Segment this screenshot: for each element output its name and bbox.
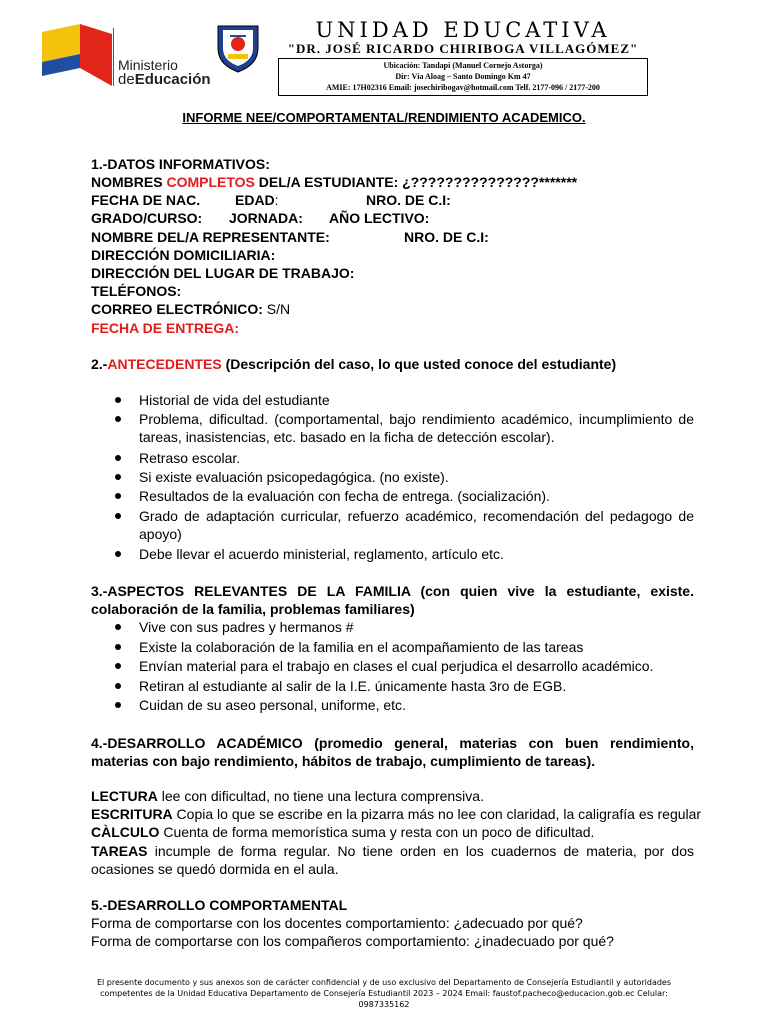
grade-field: GRADO/CURSO: xyxy=(91,210,203,226)
ministry-name-bold: Educación xyxy=(134,71,211,88)
section4-heading: 4.-DESARROLLO ACADÉMICO (promedio general, materias con buen rendimiento, materias con bajo rendimiento, hábitos de trabajo, cumplimiento de tareas). xyxy=(91,735,694,769)
representative-field: NOMBRE DEL/A REPRESENTANTE: xyxy=(91,229,330,245)
phones-field: TELÉFONOS: xyxy=(91,283,182,299)
section1-heading: 1.-DATOS INFORMATIVOS: xyxy=(91,156,270,172)
bullet-icon xyxy=(115,474,121,480)
list-item: Existe la colaboración de la familia en el acompañamiento de las tareas xyxy=(139,639,584,655)
school-subtitle: "DR. JOSÉ RICARDO CHIRIBOGA VILLAGÓMEZ" xyxy=(287,41,639,56)
representative-id-field: NRO. DE C.I: xyxy=(404,229,489,245)
list-item: Vive con sus padres y hermanos # xyxy=(139,619,354,635)
work-address-field: DIRECCIÓN DEL LUGAR DE TRABAJO: xyxy=(91,265,355,281)
section3-heading: 3.-ASPECTOS RELEVANTES DE LA FAMILIA (con quien vive la estudiante, existe. colaboración de la familia, problemas familiares) xyxy=(91,583,694,617)
bullet-icon xyxy=(115,397,121,403)
birth-date-field: FECHA DE NAC. xyxy=(91,192,201,208)
list-item: Grado de adaptación curricular, refuerzo académico, recomendación del pedagogo de apoyo) xyxy=(139,508,694,542)
peers-behavior-line: Forma de comportarse con los compañeros comportamiento: ¿inadecuado por qué? xyxy=(91,933,614,949)
footer-line3: 0987335162 xyxy=(358,1000,410,1009)
school-address: Dir: Vía Aloag – Santo Domingo Km 47 xyxy=(395,72,531,81)
list-item: Retiran al estudiante al salir de la I.E. únicamente hasta 3ro de EGB. xyxy=(139,678,567,694)
reading-row: LECTURA lee con dificultad, no tiene una lectura comprensiva. xyxy=(91,788,484,804)
teachers-behavior-line: Forma de comportarse con los docentes comportamiento: ¿adecuado por qué? xyxy=(91,915,583,931)
writing-row: ESCRITURA Copia lo que se escribe en la pizarra más no lee con claridad, la caligrafía es regular xyxy=(91,806,702,822)
list-item: Envían material para el trabajo en clases el cual perjudica el desarrollo académico. xyxy=(139,658,654,674)
bullet-icon xyxy=(115,702,121,708)
bullet-icon xyxy=(115,455,121,461)
footer-line1: El presente documento y sus anexos son de carácter confidencial y de uso exclusivo del Departamento de Consejería Estudiantil y autoridades xyxy=(96,978,672,987)
ministry-flag-logo xyxy=(40,24,112,86)
school-location: Ubicación: Tandapi (Manuel Cornejo Astorga) xyxy=(383,61,543,70)
document-title: INFORME NEE/COMPORTAMENTAL/RENDIMIENTO ACADEMICO. xyxy=(182,110,586,125)
list-item: Debe llevar el acuerdo ministerial, reglamento, artículo etc. xyxy=(139,546,504,562)
ministry-name-line2: deEducación xyxy=(118,71,211,88)
school-year-field: AÑO LECTIVO: xyxy=(329,210,430,226)
bullet-icon xyxy=(115,663,121,669)
email-field: CORREO ELECTRÓNICO: S/N xyxy=(91,301,291,317)
age-field: EDAD: xyxy=(235,192,279,208)
list-item: Si existe evaluación psicopedagógica. (no existe). xyxy=(139,469,449,485)
list-item: Cuidan de su aseo personal, uniforme, etc. xyxy=(139,697,406,713)
school-contact: AMIE: 17H02316 Email: josechiribogav@hotmail.com Telf. 2177-096 / 2177-200 xyxy=(326,83,600,92)
bullet-icon xyxy=(115,683,121,689)
section2-heading: 2.-ANTECEDENTES (Descripción del caso, lo que usted conoce del estudiante) xyxy=(91,356,617,372)
bullet-icon xyxy=(115,493,121,499)
bullet-icon xyxy=(115,513,121,519)
list-item: Resultados de la evaluación con fecha de entrega. (socialización). xyxy=(139,488,550,504)
home-address-field: DIRECCIÓN DOMICILIARIA: xyxy=(91,247,276,263)
homework-row: TAREAS incumple de forma regular. No tiene orden en los cuadernos de materia, por dos ocasiones se quedó dormida en el aula. xyxy=(91,843,694,877)
bullet-icon xyxy=(115,644,121,650)
bullet-icon xyxy=(115,551,121,557)
list-item: Problema, dificultad. (comportamental, bajo rendimiento académico, incumplimiento de tareas, inasistencias, etc. basado en la ficha de detección escolar). xyxy=(139,411,694,445)
school-name: UNIDAD EDUCATIVA xyxy=(315,18,611,42)
delivery-date-field: FECHA DE ENTREGA: xyxy=(91,320,240,336)
ministry-name-line1: Ministerio xyxy=(118,57,178,73)
shift-field: JORNADA: xyxy=(229,210,303,226)
school-crest-icon xyxy=(212,22,264,74)
bullet-icon xyxy=(115,416,121,422)
section5-heading: 5.-DESARROLLO COMPORTAMENTAL xyxy=(91,897,348,913)
id-number-field: NRO. DE C.I: xyxy=(366,192,451,208)
school-info-box xyxy=(278,58,648,96)
confidentiality-footer xyxy=(60,977,708,1010)
names-highlight: COMPLETOS xyxy=(166,174,255,190)
student-names-field: NOMBRES COMPLETOS DEL/A ESTUDIANTE: ¿???????????????******* xyxy=(91,174,578,190)
list-item: Retraso escolar. xyxy=(139,450,241,466)
footer-line2: competentes de la Unidad Educativa Departamento de Consejería Estudiantil 2023 – 2024 Email: faustof.pacheco@educacion.gob.ec Celular: xyxy=(100,989,668,998)
bullet-icon xyxy=(115,624,121,630)
list-item: Historial de vida del estudiante xyxy=(139,392,330,408)
calculation-row: CÀLCULO Cuenta de forma memorística suma y resta con un poco de dificultad. xyxy=(91,824,595,840)
logo-divider xyxy=(113,28,114,86)
